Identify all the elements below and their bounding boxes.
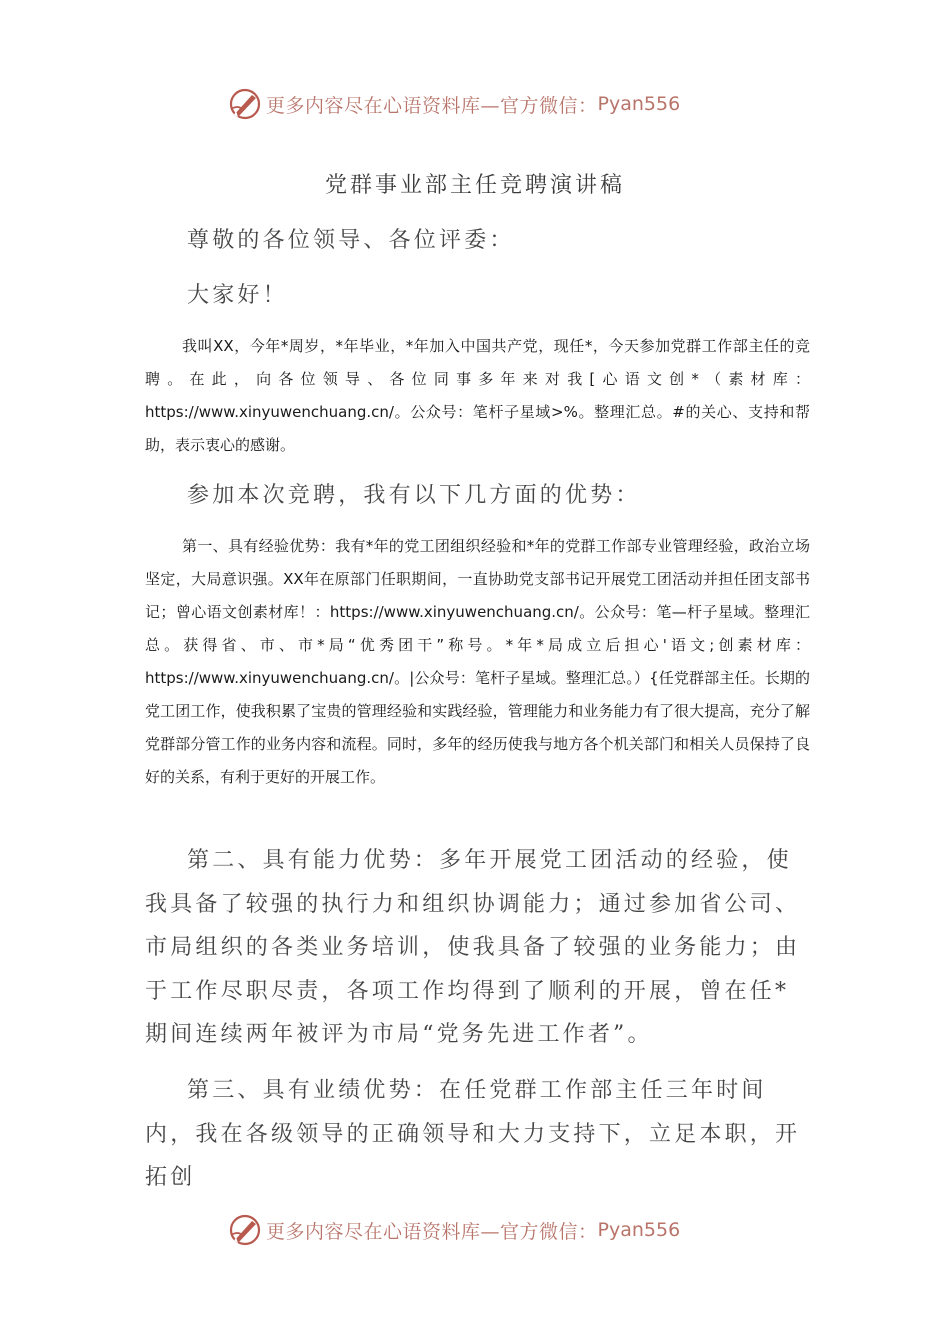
header-banner <box>228 82 748 126</box>
third-advantage-paragraph: 第三、具有业绩优势：在任党群工作部主任三年时间内，我在各级领导的正确领导和大力支持下，立足本职，开拓创 <box>145 1078 801 1190</box>
banner-text: 更多内容尽在心语资料库—官方微信： <box>266 1220 598 1243</box>
footer-banner <box>228 1208 748 1252</box>
first-advantage-paragraph: 第一、具有经验优势：我有*年的党工团组织经验和*年的党群工作部专业管理经验，政治立场坚定，大局意识强。XX年在原部门任职期间，一直协助党支部书记开展党工团活动并担任团支部书记；曾心语文创素材库！：https://www.xinyuwenchuang.cn/。公众号：笔—杆子星域。整理汇总。获得省、市、市*局“优秀团干”称号。*年*局成立后担心'语文;创素材库：https://www.xinyuwenchuang.cn/。|公众号：笔杆子星域。整理汇总。）{任党群部主任。长期的党工团工作，使我积累了宝贵的管理经验和实践经验，管理能力和业务能力有了很大提高，充分了解党群部分管工作的业务内容和流程。同时，多年的经历使我与地方各个机关部门和相关人员保持了良好的关系，有利于更好的开展工作。 <box>145 537 810 786</box>
pen-logo-icon <box>228 87 262 121</box>
wechat-id: Pyan556 <box>597 93 681 115</box>
greeting: 大家好！ <box>187 283 288 308</box>
banner-text: 更多内容尽在心语资料库—官方微信： <box>266 94 598 117</box>
pen-logo-icon <box>228 1213 262 1247</box>
wechat-id: Pyan556 <box>597 1219 681 1241</box>
salutation: 尊敬的各位领导、各位评委： <box>187 228 515 253</box>
intro-paragraph: 我叫XX，今年*周岁，*年毕业，*年加入中国共产党，现任*，今天参加党群工作部主任的竞聘。在此，向各位领导、各位同事多年来对我[心语文创*（素材库：https://www.xinyuwenchuang.cn/。公众号：笔杆子星域>%。整理汇总。#的关心、支持和帮助，表示衷心的感谢。 <box>145 337 810 454</box>
advantages-intro: 参加本次竞聘，我有以下几方面的优势： <box>187 483 641 508</box>
document-title: 党群事业部主任竞聘演讲稿 <box>324 173 625 198</box>
second-advantage-paragraph: 第二、具有能力优势：多年开展党工团活动的经验，使我具备了较强的执行力和组织协调能力；通过参加省公司、市局组织的各类业务培训，使我具备了较强的业务能力；由于工作尽职尽责，各项工作均得到了顺利的开展，曾在任*期间连续两年被评为市局“党务先进工作者”。 <box>145 848 801 1047</box>
